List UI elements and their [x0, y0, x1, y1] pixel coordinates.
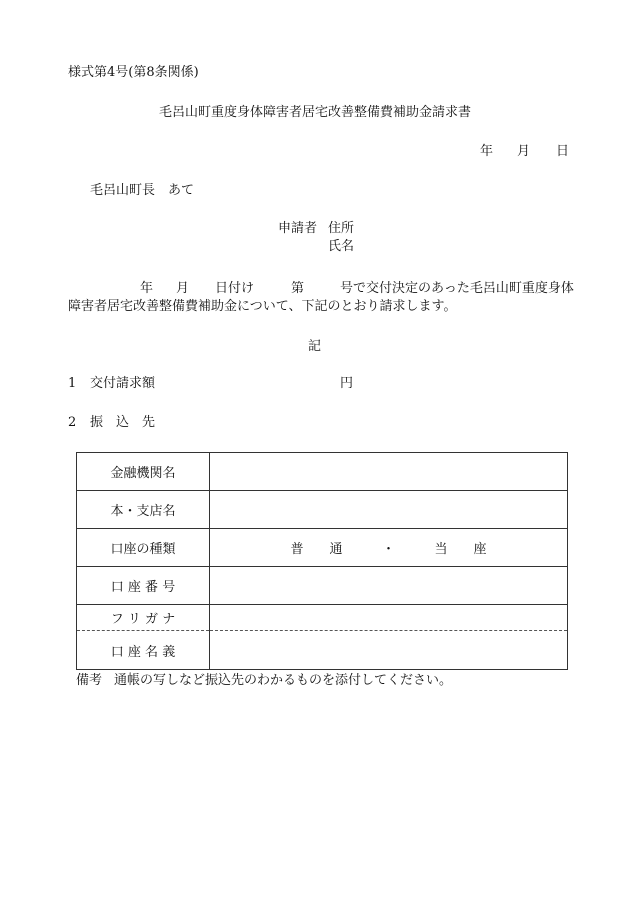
- document-title: 毛呂山町重度身体障害者居宅改善整備費補助金請求書: [158, 105, 471, 120]
- body-month: 月: [176, 281, 190, 296]
- furigana-field[interactable]: [210, 605, 568, 631]
- item1-label: 交付請求額: [90, 376, 156, 391]
- account-number-label: 口 座 番 号: [77, 567, 210, 605]
- body-year: 年: [140, 281, 154, 296]
- account-holder-field[interactable]: [210, 631, 568, 670]
- applicant-address-label: 住所: [328, 221, 355, 236]
- form-number: 様式第4号(第8条関係): [68, 65, 199, 80]
- account-number-field[interactable]: [210, 567, 568, 605]
- account-type-ordinary[interactable]: 普 通: [290, 542, 343, 557]
- item1-unit: 円: [340, 376, 354, 391]
- account-type-current[interactable]: 当 座: [434, 542, 487, 557]
- date-day: 日: [556, 144, 570, 159]
- table-row: [77, 453, 568, 491]
- table-row: [77, 567, 568, 605]
- account-holder-label: 口 座 名 義: [77, 631, 210, 670]
- account-type-field[interactable]: [210, 529, 568, 567]
- item2-number: 2: [68, 415, 77, 430]
- note-label: 備考: [76, 673, 103, 688]
- bank-name-field[interactable]: [210, 453, 568, 491]
- branch-name-field[interactable]: [210, 491, 568, 529]
- addressee: 毛呂山町長 あて: [90, 183, 195, 198]
- table-row: [77, 491, 568, 529]
- bank-name-label: 金融機関名: [77, 453, 210, 491]
- ki-heading: 記: [308, 339, 322, 354]
- note-text: 通帳の写しなど振込先のわかるものを添付してください。: [114, 673, 453, 688]
- branch-name-label: 本・支店名: [77, 491, 210, 529]
- date-year: 年: [480, 144, 494, 159]
- body-day: 日付け: [215, 281, 255, 296]
- furigana-label: フ リ ガ ナ: [77, 605, 210, 631]
- table-row: [77, 631, 568, 670]
- bank-transfer-table: [76, 452, 568, 670]
- body-no: 第: [291, 281, 305, 296]
- table-row: [77, 605, 568, 631]
- item1-number: 1: [68, 376, 77, 391]
- date-month: 月: [517, 144, 531, 159]
- table-row: [77, 529, 568, 567]
- account-type-label: 口座の種類: [77, 529, 210, 567]
- body-line2: 障害者居宅改善整備費補助金について、下記のとおり請求します。: [68, 299, 457, 314]
- applicant-label: 申請者: [278, 221, 318, 236]
- item2-label: 振 込 先: [90, 415, 156, 430]
- account-type-separator: ・: [381, 542, 395, 557]
- applicant-name-label: 氏名: [328, 239, 355, 254]
- body-line1-rest: 号で交付決定のあった毛呂山町重度身体: [340, 281, 574, 296]
